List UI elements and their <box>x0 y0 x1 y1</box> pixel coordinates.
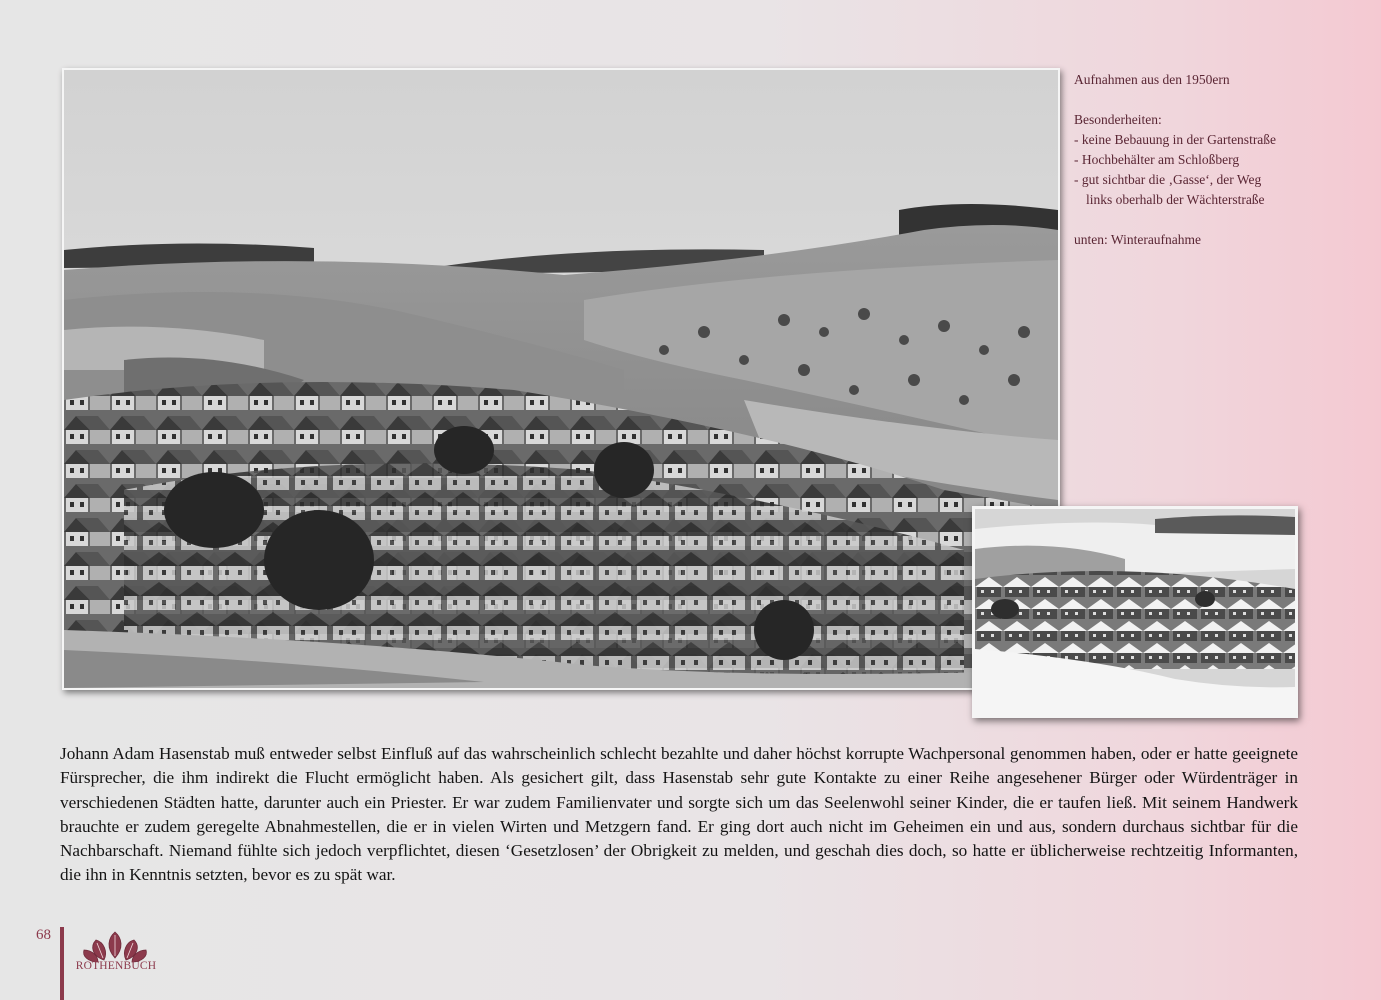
caption-title: Aufnahmen aus den 1950ern <box>1074 72 1230 87</box>
caption-note: unten: Winteraufnahme <box>1074 232 1202 247</box>
caption-item-continued: links oberhalb der Wächterstraße <box>1086 192 1265 207</box>
caption-item: - Hochbehälter am Schloßberg <box>1074 152 1240 167</box>
caption-item: - keine Bebauung in der Gartenstraße <box>1074 132 1277 147</box>
caption-gap <box>1074 210 1374 230</box>
page-number: 68 <box>36 927 51 943</box>
winter-photo <box>972 506 1298 718</box>
village-photo-1950s <box>62 68 1060 690</box>
caption-heading: Besonderheiten: <box>1074 112 1162 127</box>
body-paragraph: Johann Adam Hasenstab muß entweder selbst Einfluß auf das wahrscheinlich schlecht bezahlte und daher höchst korrupte Wachpersonal genommen haben, oder er hatte geeignete Fürsprecher, die ihm indirekt die Flucht ermöglicht haben. Als gesichert gilt, dass Hasenstab sehr gute Kontakte zu einer Reihe angesehener Bürger oder Würdenträger in verschiedenen Städten hatte, darunter auch ein Priester. Er war zudem Familienvater und sorgte sich um das Seelenwohl seiner Kinder, die er taufen ließ. Mit seinem Handwerk brauchte er zudem geregelte Abnahmestellen, die er in vielen Wirten und Metzgern fand. Er ging dort auch nicht im Geheimen ein und aus, sondern durchaus sichtbar für die Nachbarschaft. Niemand fühlte sich jedoch verpflichtet, diesen ‘Gesetzlosen’ der Obrigkeit zu melden, und geschah dies doch, so hatte er üblicherweise rechtzeitig Informanten, die ihn in Kenntnis setzten, bevor es zu spät war. <box>60 744 1298 885</box>
photo-caption <box>1074 70 1374 250</box>
logo-text: ROTHENBUCH <box>75 960 157 972</box>
winter-photo-graphic <box>975 509 1295 715</box>
caption-gap <box>1074 90 1374 110</box>
village-photo-graphic <box>64 70 1058 688</box>
caption-item: - gut sichtbar die ‚Gasse‘, der Weg <box>1074 172 1262 187</box>
footer-divider <box>60 927 64 1000</box>
